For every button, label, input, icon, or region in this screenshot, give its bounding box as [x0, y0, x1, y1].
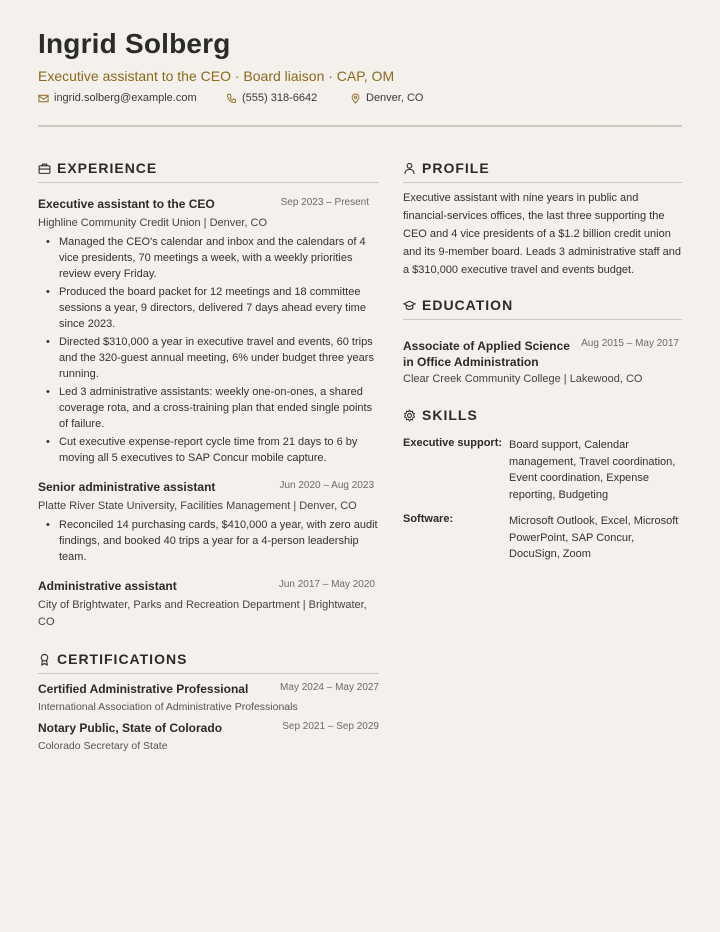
- cert-title: Certified Administrative Professional: [38, 682, 249, 696]
- job-dates: Jun 2017 – May 2020: [278, 579, 375, 590]
- right-column: [403, 160, 682, 563]
- skill-values: Microsoft Outlook, Excel, Microsoft PowerPoint, SAP Concur, DocuSign, Zoom: [509, 515, 679, 560]
- award-ribbon-icon: [38, 653, 51, 666]
- contact-email[interactable]: [38, 92, 197, 104]
- education-dates: Aug 2015 – May 2017: [581, 338, 679, 349]
- contact-phone[interactable]: [226, 92, 317, 104]
- skill-label: Executive support:: [403, 437, 503, 449]
- contact-location: [350, 92, 423, 104]
- mail-icon: [38, 93, 49, 104]
- cert-title: Notary Public, State of Colorado: [38, 721, 223, 735]
- job-bullets: [38, 234, 379, 466]
- job-bullets: [38, 517, 379, 565]
- job-entry: [38, 197, 379, 466]
- school-name: Clear Creek Community College | Lakewood, CO: [403, 373, 643, 385]
- job-organization: Highline Community Credit Union | Denver, CO: [38, 217, 268, 229]
- profile-heading: PROFILE: [403, 160, 682, 183]
- bullet-item: • Led 3 administrative assistants: weekly one-on-ones, a shared coverage rota, and a cross-training plan that ended single points of failure.: [38, 384, 379, 432]
- candidate-name: Ingrid Solberg: [38, 28, 231, 59]
- education-heading: EDUCATION: [403, 297, 682, 320]
- skill-label: Software:: [403, 513, 454, 525]
- job-title: Executive assistant to the CEO: [38, 197, 215, 211]
- job-organization: City of Brightwater, Parks and Recreation Department | Brightwater, CO: [38, 599, 367, 628]
- job-entry: [38, 579, 379, 631]
- job-dates: Sep 2023 – Present: [280, 197, 369, 208]
- job-title: Administrative assistant: [38, 579, 177, 593]
- location-text: Denver, CO: [366, 92, 424, 104]
- headline-tagline: Executive assistant to the CEO · Board liaison · CAP, OM: [38, 68, 395, 84]
- bullet-item: • Directed $310,000 a year in executive travel and events, 60 trips and the 320-guest annual meeting, 6% under budget three years running.: [38, 334, 379, 382]
- experience-heading: EXPERIENCE: [38, 160, 379, 183]
- phone-icon: [226, 93, 237, 104]
- job-title: Senior administrative assistant: [38, 480, 216, 494]
- education-entry: [403, 338, 682, 385]
- bullet-item: • Produced the board packet for 12 meetings and 18 committee sessions a year, 9 directors, delivered 7 days ahead every time since 2023.: [38, 284, 379, 332]
- skill-row: [403, 437, 682, 503]
- cert-issuer: Colorado Secretary of State: [38, 740, 168, 752]
- certifications-heading: CERTIFICATIONS: [38, 651, 379, 674]
- cert-issuer: International Association of Administrative Professionals: [38, 701, 298, 713]
- job-dates: Jun 2020 – Aug 2023: [279, 480, 374, 491]
- bullet-item: • Cut executive expense-report cycle time from 21 days to 6 by moving all 5 executives to SAP Concur mobile capture.: [38, 434, 379, 466]
- bullet-item: • Managed the CEO's calendar and inbox and the calendars of 4 vice presidents, 70 meetings a week, with a weekly priorities review every Friday.: [38, 234, 379, 282]
- skill-row: [403, 513, 682, 563]
- bullet-item: • Reconciled 14 purchasing cards, $410,000 a year, with zero audit findings, and booked 40 trips a year for a 4-person leadership team.: [38, 517, 379, 565]
- job-organization: Platte River State University, Facilities Management | Denver, CO: [38, 500, 357, 512]
- person-icon: [403, 162, 416, 175]
- graduation-cap-icon: [403, 299, 416, 312]
- skills-heading: SKILLS: [403, 407, 682, 427]
- degree-title: Associate of Applied Science in Office Administration: [403, 339, 570, 369]
- header-divider: [38, 125, 682, 127]
- email-text: ingrid.solberg@example.com: [54, 92, 197, 104]
- gear-icon: [403, 409, 416, 422]
- location-pin-icon: [350, 93, 361, 104]
- profile-summary: Executive assistant with nine years in public and financial-services offices, the last three supporting the CEO and 4 vice presidents of a $1.2 billion credit union and its 9-member board. Leads 3 administrative staff and a $310,000 executive travel and events budget.: [403, 192, 682, 276]
- cert-dates: Sep 2021 – Sep 2029: [282, 721, 379, 732]
- job-entry: [38, 480, 379, 565]
- certification-entry: [38, 682, 379, 715]
- phone-text: (555) 318-6642: [242, 92, 318, 104]
- certification-entry: [38, 721, 379, 754]
- left-column: [38, 160, 379, 754]
- briefcase-icon: [38, 162, 51, 175]
- cert-dates: May 2024 – May 2027: [280, 682, 379, 693]
- skill-values: Board support, Calendar management, Travel coordination, Event coordination, Expense reporting, Budgeting: [509, 439, 676, 501]
